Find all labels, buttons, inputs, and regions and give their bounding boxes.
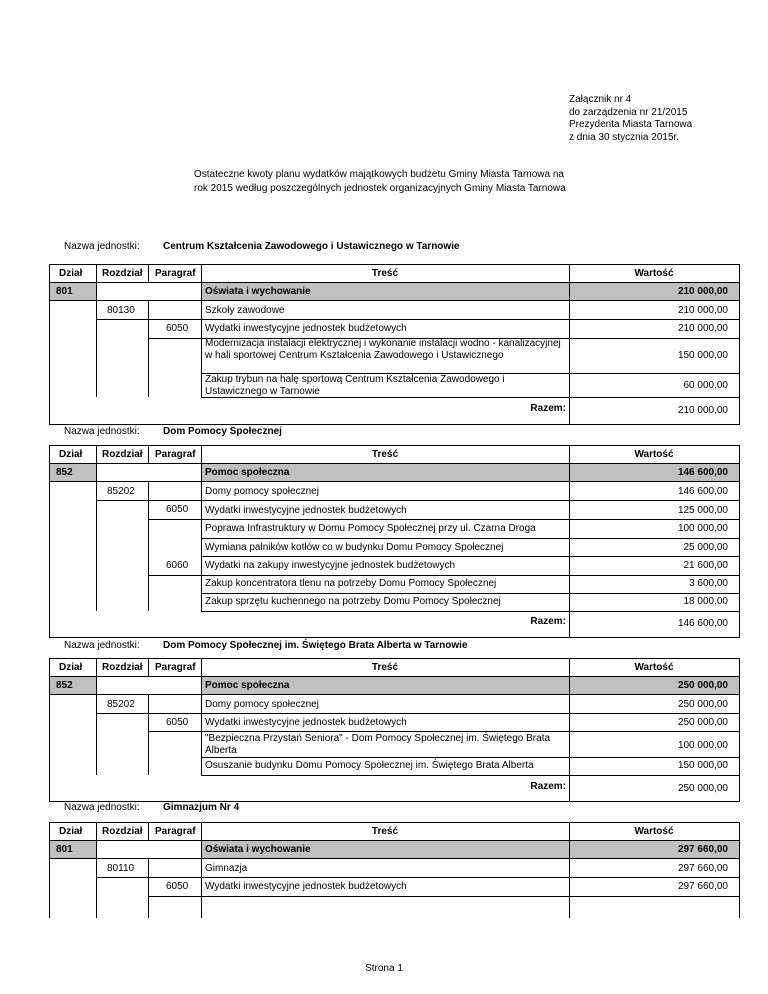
rozdzial-value: 210 000,00 <box>677 305 728 316</box>
item-value: 60 000,00 <box>683 380 728 391</box>
unit-label: Nazwa jednostki: <box>64 426 140 437</box>
paragraf-value: 250 000,00 <box>677 717 728 728</box>
paragraf-code: 6060 <box>166 560 189 571</box>
paragraf-name: Wydatki inwestycyjne jednostek budżetowych <box>205 881 407 892</box>
note-line: Załącznik nr 4 <box>569 94 632 105</box>
rozdzial-code: 85202 <box>107 486 135 497</box>
paragraf-code: 6050 <box>166 881 189 892</box>
paragraf-name: Wydatki na zakupy inwestycyjne jednostek budżetowych <box>205 560 456 571</box>
rozdzial-value: 297 660,00 <box>677 863 728 874</box>
dzial-name: Pomoc społeczna <box>205 680 290 691</box>
razem-label: Razem: <box>530 403 566 414</box>
unit-name: Centrum Kształcenia Zawodowego i Ustawicznego w Tarnowie <box>163 241 460 252</box>
header-dzial: Dział <box>59 268 83 279</box>
razem-label: Razem: <box>530 616 566 627</box>
note-line: Prezydenta Miasta Tarnowa <box>569 119 693 130</box>
paragraf-value: 125 000,00 <box>677 505 728 516</box>
unit-label: Nazwa jednostki: <box>64 802 140 813</box>
header-rozdzial: Rozdział <box>102 449 143 460</box>
item-text: Zakup sprzętu kuchennego na potrzeby Domu Pomocy Społecznej <box>205 596 501 607</box>
paragraf-value: 21 600,00 <box>683 560 728 571</box>
paragraf-name: Wydatki inwestycyjne jednostek budżetowych <box>205 505 407 516</box>
paragraf-code: 6050 <box>166 504 189 515</box>
header-dzial: Dział <box>59 662 83 673</box>
note-line: do zarządzenia nr 21/2015 <box>569 106 688 118</box>
item-text: "Bezpieczna Przystań Seniora" - Dom Pomocy Społecznej im. Świętego Brata Alberta <box>205 733 551 756</box>
item-value: 100 000,00 <box>677 740 728 751</box>
dzial-code: 801 <box>56 286 73 297</box>
item-value: 3 600,00 <box>689 578 728 589</box>
note-line: z dnia 30 stycznia 2015r. <box>569 131 680 143</box>
rozdzial-name: Szkoły zawodowe <box>205 305 285 316</box>
dzial-name: Pomoc społeczna <box>205 467 290 478</box>
item-text: Zakup koncentratora tlenu na potrzeby Domu Pomocy Społecznej <box>205 578 497 589</box>
item-text: Zakup trybun na halę sportową Centrum Kształcenia Zawodowego i Ustawicznego w Tarnowie <box>205 374 505 397</box>
paragraf-name: Wydatki inwestycyjne jednostek budżetowych <box>205 717 407 728</box>
dzial-value: 146 600,00 <box>677 467 728 478</box>
dzial-value: 210 000,00 <box>677 286 728 297</box>
dzial-code: 852 <box>56 680 73 691</box>
header-wartosc: Wartość <box>634 268 674 279</box>
header-tresc: Treść <box>371 826 399 837</box>
header-tresc: Treść <box>371 268 399 279</box>
header-paragraf: Paragraf <box>155 268 196 279</box>
paragraf-value: 297 660,00 <box>677 881 728 892</box>
dzial-code: 852 <box>56 467 73 478</box>
item-text: Modernizacja instalacji elektrycznej i wykonanie instalacji wodno - kanalizacyjnej w hali sportowej Centrum Kształcenia Zawodowego i Ustawicznego <box>205 338 561 361</box>
dzial-name: Oświata i wychowanie <box>205 286 311 297</box>
razem-value: 210 000,00 <box>677 405 728 416</box>
header-tresc: Treść <box>371 449 399 460</box>
paragraf-value: 210 000,00 <box>677 323 728 334</box>
dzial-value: 250 000,00 <box>677 680 728 691</box>
item-value: 25 000,00 <box>683 542 728 553</box>
document-intro: Ostateczne kwoty planu wydatków majątkowych budżetu Gminy Miasta Tarnowa na rok 2015 według poszczególnych jednostek organizacyjnych Gminy Miasta Tarnowa <box>194 169 566 194</box>
header-dzial: Dział <box>59 826 83 837</box>
item-text: Wymiana palników kotłów co w budynku Domu Pomocy Społecznej <box>205 542 504 553</box>
header-wartosc: Wartość <box>634 826 674 837</box>
rozdzial-code: 80110 <box>107 863 135 874</box>
razem-value: 250 000,00 <box>677 783 728 794</box>
rozdzial-name: Domy pomocy społecznej <box>205 699 319 710</box>
header-rozdzial: Rozdział <box>102 826 143 837</box>
header-paragraf: Paragraf <box>155 826 196 837</box>
unit-name: Gimnazjum Nr 4 <box>163 802 240 813</box>
item-value: 150 000,00 <box>677 350 728 361</box>
rozdzial-code: 85202 <box>107 699 135 710</box>
item-value: 100 000,00 <box>677 523 728 534</box>
rozdzial-value: 146 600,00 <box>677 486 728 497</box>
rozdzial-name: Domy pomocy społecznej <box>205 486 319 497</box>
item-value: 18 000,00 <box>683 596 728 607</box>
unit-name: Dom Pomocy Społecznej <box>163 426 282 437</box>
unit-label: Nazwa jednostki: <box>64 640 140 651</box>
header-dzial: Dział <box>59 449 83 460</box>
item-value: 150 000,00 <box>677 760 728 771</box>
unit-name: Dom Pomocy Społecznej im. Świętego Brata Alberta w Tarnowie <box>163 640 468 651</box>
item-text: Poprawa Infrastruktury w Domu Pomocy Społecznej przy ul. Czarna Droga <box>205 523 536 534</box>
header-wartosc: Wartość <box>634 449 674 460</box>
item-text: Osuszanie budynku Domu Pomocy Społecznej im. Świętego Brata Alberta <box>205 760 534 771</box>
dzial-name: Oświata i wychowanie <box>205 844 311 855</box>
rozdzial-value: 250 000,00 <box>677 699 728 710</box>
page-footer: Strona 1 <box>365 963 403 974</box>
dzial-code: 801 <box>56 844 73 855</box>
paragraf-code: 6050 <box>166 323 189 334</box>
paragraf-code: 6050 <box>166 717 189 728</box>
razem-value: 146 600,00 <box>677 618 728 629</box>
header-wartosc: Wartość <box>634 662 674 673</box>
razem-label: Razem: <box>530 781 566 792</box>
unit-label: Nazwa jednostki: <box>64 241 140 252</box>
rozdzial-code: 80130 <box>107 305 135 316</box>
header-rozdzial: Rozdział <box>102 268 143 279</box>
dzial-value: 297 660,00 <box>677 844 728 855</box>
header-rozdzial: Rozdział <box>102 662 143 673</box>
header-tresc: Treść <box>371 662 399 673</box>
header-paragraf: Paragraf <box>155 662 196 673</box>
header-paragraf: Paragraf <box>155 449 196 460</box>
rozdzial-name: Gimnazja <box>205 863 248 874</box>
paragraf-name: Wydatki inwestycyjne jednostek budżetowych <box>205 323 407 334</box>
attachment-note <box>569 94 692 144</box>
